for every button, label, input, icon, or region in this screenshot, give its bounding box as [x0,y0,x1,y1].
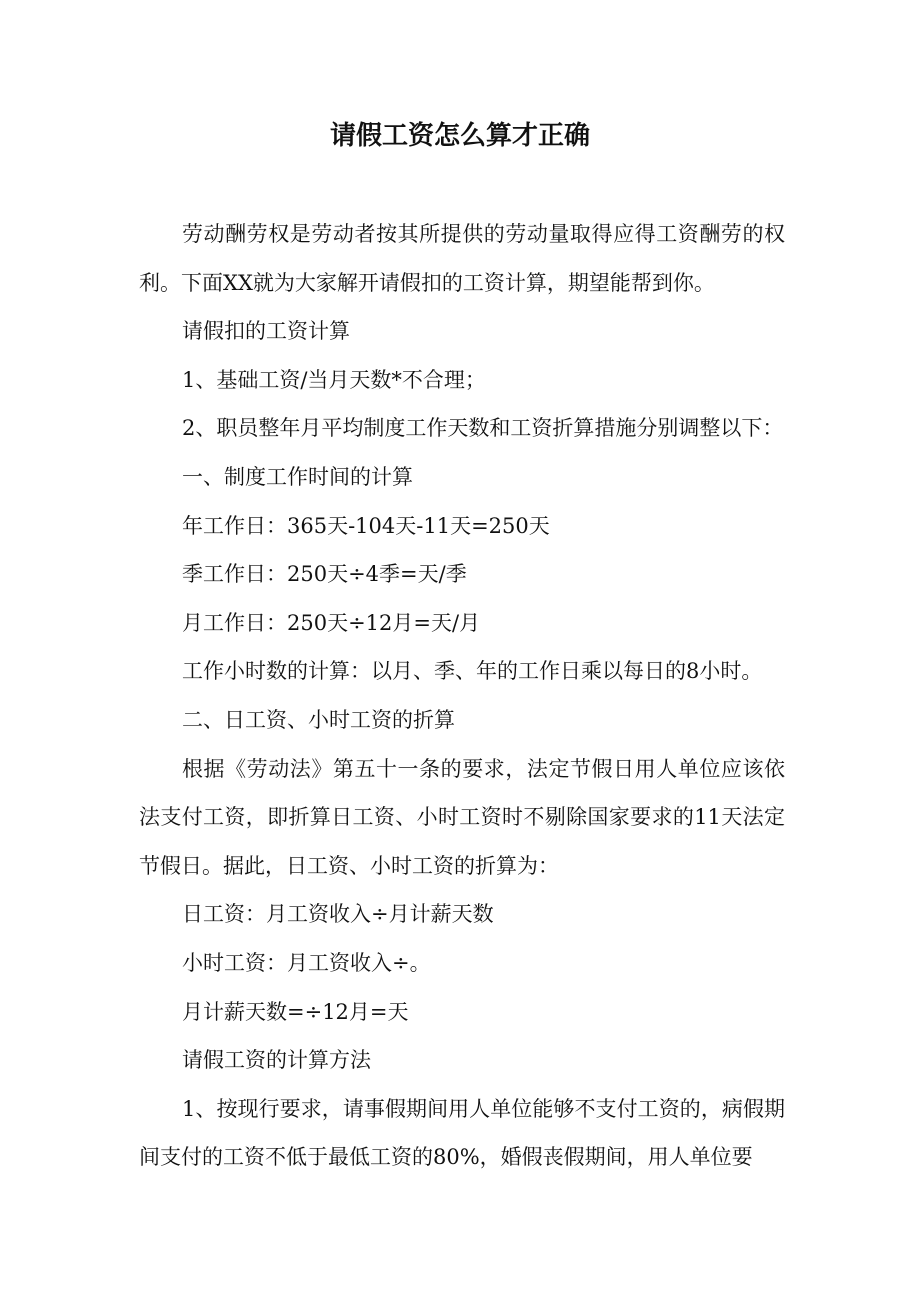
paragraph-daily-wage: 日工资：月工资收入÷月计薪天数 [182,902,494,927]
paragraph-item-2: 2、职员整年月平均制度工作天数和工资折算措施分别调整以下： [182,416,784,441]
paragraph-labor-law: 根据《劳动法》第五十一条的要求，法定节假日用人单位应该依法支付工资，即折算日工资、小时工资时不剔除国家要求的11天法定节假日。据此，日工资、小时工资的折算为： [139,756,785,878]
paragraph-section-1-heading: 一、制度工作时间的计算 [182,464,413,489]
document-title: 请假工资怎么算才正确 [329,121,590,151]
paragraph-work-hours: 工作小时数的计算：以月、季、年的工作日乘以每日的8小时。 [182,659,763,684]
paragraph-monthly-paid-days: 月计薪天数=÷12月=天 [182,999,409,1024]
paragraph-leave-pay-item-1: 1、按现行要求，请事假期间用人单位能够不支付工资的，病假期间支付的工资不低于最低工资的80%，婚假丧假期间，用人单位要 [139,1096,785,1170]
paragraph-item-1: 1、基础工资/当月天数*不合理； [182,367,486,392]
paragraph-quarterly-workdays: 季工作日：250天÷4季=天/季 [182,562,467,587]
paragraph-annual-workdays: 年工作日：365天-104天-11天=250天 [182,513,550,538]
paragraph-heading-leave-deduction: 请假扣的工资计算 [182,319,350,344]
document-body [139,210,785,1182]
paragraph-monthly-workdays: 月工作日：250天÷12月=天/月 [182,610,481,635]
paragraph-leave-pay-method-heading: 请假工资的计算方法 [182,1048,371,1073]
paragraph-intro: 劳动酬劳权是劳动者按其所提供的劳动量取得应得工资酬劳的权利。下面XX就为大家解开请假扣的工资计算，期望能帮到你。 [139,222,785,295]
paragraph-section-2-heading: 二、日工资、小时工资的折算 [182,707,455,732]
paragraph-hourly-wage: 小时工资：月工资收入÷。 [182,950,431,975]
